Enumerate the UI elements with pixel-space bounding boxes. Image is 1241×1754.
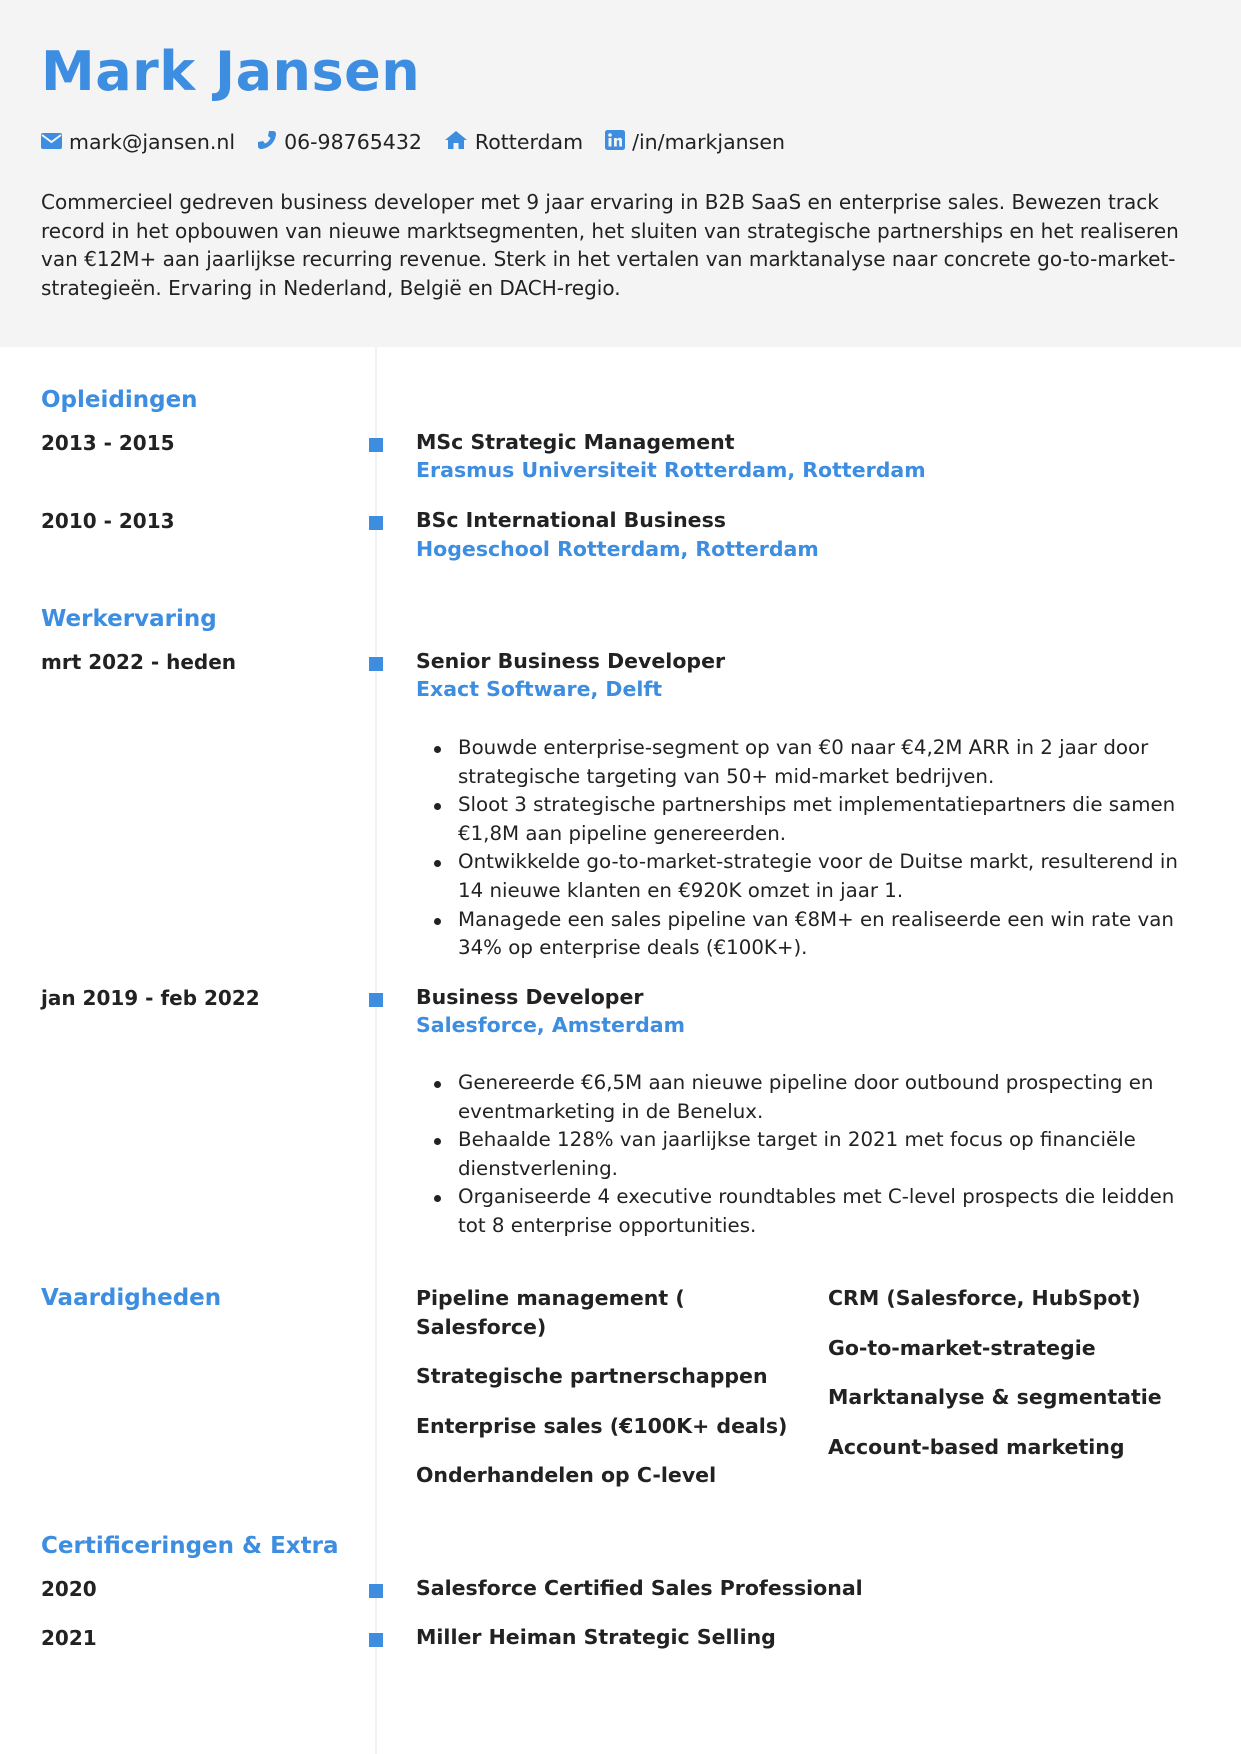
timeline-marker — [369, 993, 383, 1007]
section-title-education: Opleidingen — [41, 387, 198, 413]
education-degree: MSc Strategic Management — [416, 430, 735, 454]
contact-city — [444, 130, 583, 155]
contact-email[interactable] — [41, 130, 235, 154]
experience-bullets — [416, 1069, 1206, 1241]
skill-item: CRM (Salesforce, HubSpot) — [828, 1286, 1141, 1310]
phone-text: 06-98765432 — [284, 130, 422, 154]
timeline-marker — [369, 657, 383, 671]
contact-bar — [41, 127, 807, 157]
bullet-item: Behaalde 128% van jaarlijkse target in 2021 met focus op financiële dienstverlening. — [416, 1126, 1206, 1183]
experience-company: Salesforce, Amsterdam — [416, 1013, 685, 1037]
bullet-item: Organiseerde 4 executive roundtables met C-level prospects die leidden tot 8 enterprise opportunities. — [416, 1183, 1206, 1240]
section-title-certifications: Certificeringen & Extra — [41, 1533, 339, 1559]
envelope-icon — [41, 130, 69, 154]
skill-item: Go-to-market-strategie — [828, 1336, 1096, 1360]
profile-summary: Commercieel gedreven business developer met 9 jaar ervaring in B2B SaaS en enterprise sales. Bewezen track record in het opbouwen van nieuwe marktsegmenten, het sluiten van strategische partnerships en het realiseren van €12M+ aan jaarlijkse recurring revenue. Sterk in het vertalen van marktanalyse naar concrete go-to-market-strategieën. Ervaring in Nederland, België en DACH-regio. — [41, 190, 1179, 300]
education-date: 2010 - 2013 — [41, 509, 175, 533]
timeline-marker — [369, 438, 383, 452]
experience-role: Senior Business Developer — [416, 649, 726, 673]
city-text: Rotterdam — [474, 130, 584, 154]
certification-date: 2021 — [41, 1626, 97, 1650]
bullet-item: Managede een sales pipeline van €8M+ en realiseerde een win rate van 34% op enterprise deals (€100K+). — [416, 906, 1206, 963]
skill-item: Marktanalyse & segmentatie — [828, 1385, 1162, 1409]
home-icon — [444, 130, 475, 155]
bullet-item: Sloot 3 strategische partnerships met implementatiepartners die samen €1,8M aan pipeline genereerden. — [416, 791, 1206, 848]
section-title-skills: Vaardigheden — [41, 1285, 222, 1311]
skill-item: Strategische partnerschappen — [416, 1364, 768, 1388]
skill-item: Enterprise sales (€100K+ deals) — [416, 1414, 788, 1438]
certification-name: Miller Heiman Strategic Selling — [416, 1625, 776, 1649]
experience-company: Exact Software, Delft — [416, 677, 663, 701]
skill-item: Account-based marketing — [828, 1435, 1125, 1459]
certification-date: 2020 — [41, 1577, 97, 1601]
experience-role: Business Developer — [416, 985, 644, 1009]
header — [0, 0, 1241, 347]
certification-name: Salesforce Certified Sales Professional — [416, 1576, 863, 1600]
bullet-item: Genereerde €6,5M aan nieuwe pipeline door outbound prospecting en eventmarketing in de Benelux. — [416, 1069, 1206, 1126]
experience-date: mrt 2022 - heden — [41, 650, 237, 674]
skill-item: Pipeline management ( Salesforce) — [416, 1286, 685, 1339]
education-school: Erasmus Universiteit Rotterdam, Rotterdam — [416, 458, 926, 482]
section-title-experience: Werkervaring — [41, 606, 217, 632]
contact-phone[interactable] — [257, 130, 422, 155]
phone-icon — [257, 130, 284, 155]
timeline-marker — [369, 1584, 383, 1598]
linkedin-icon — [605, 130, 632, 155]
timeline-marker — [369, 1633, 383, 1647]
timeline-divider — [375, 347, 377, 1754]
experience-date: jan 2019 - feb 2022 — [41, 986, 260, 1010]
experience-bullets — [416, 734, 1206, 963]
bullet-item: Ontwikkelde go-to-market-strategie voor de Duitse markt, resulterend in 14 nieuwe klanten en €920K omzet in jaar 1. — [416, 848, 1206, 905]
timeline-marker — [369, 516, 383, 530]
skill-item: Onderhandelen op C-level — [416, 1463, 717, 1487]
contact-linkedin[interactable] — [605, 130, 785, 155]
education-degree: BSc International Business — [416, 508, 726, 532]
education-school: Hogeschool Rotterdam, Rotterdam — [416, 537, 819, 561]
education-date: 2013 - 2015 — [41, 431, 175, 455]
linkedin-text: /in/markjansen — [632, 130, 785, 154]
bullet-item: Bouwde enterprise-segment op van €0 naar €4,2M ARR in 2 jaar door strategische targeting van 50+ mid-market bedrijven. — [416, 734, 1206, 791]
candidate-name: Mark Jansen — [41, 40, 421, 103]
email-text: mark@jansen.nl — [69, 130, 236, 154]
